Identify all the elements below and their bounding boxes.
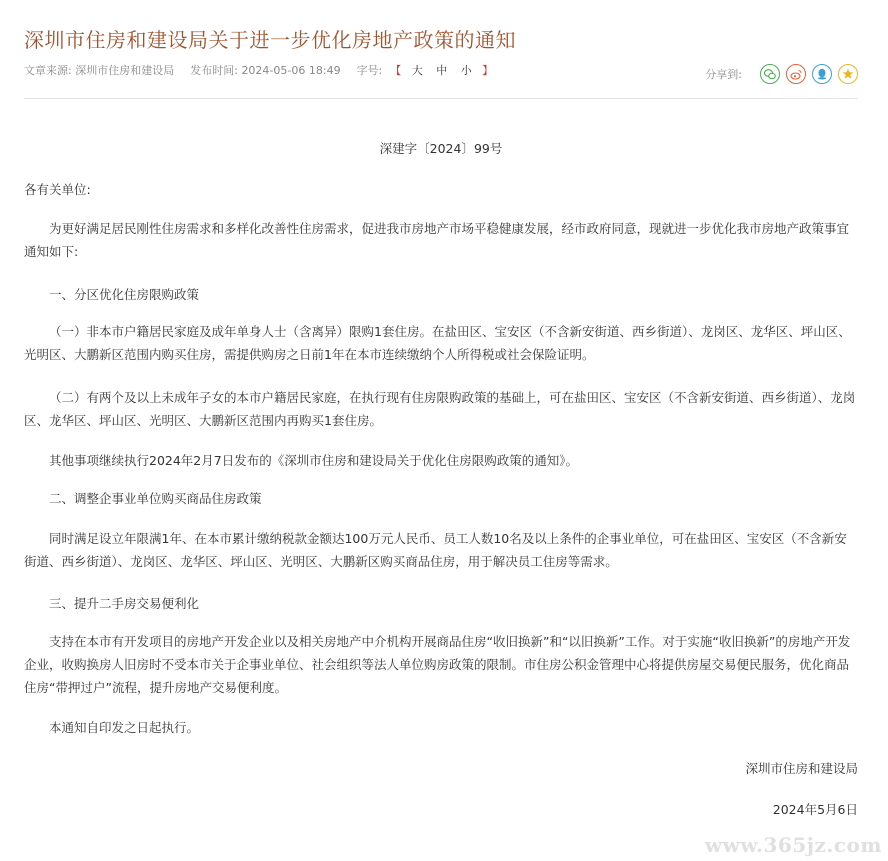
section-3-paragraph-1: 支持在本市有开发项目的房地产开发企业以及相关房地产中介机构开展商品住房“收旧换新”和“以旧换新”工作。对于实施“收旧换新”的房地产开发企业，收购换房人旧房时不受本市关于企事业单位、社会组织等法人单位购房政策的限制。市住房公积金管理中心将提供房屋交易便民服务，优化商品住房“带押过户”流程，提升房地产交易便利度。: [24, 634, 851, 695]
header-divider: [24, 98, 858, 99]
section-3-heading: 三、提升二手房交易便利化: [49, 596, 200, 611]
source-info: [24, 62, 174, 78]
source-value: 深圳市住房和建设局: [75, 64, 175, 77]
doc-salutation: 各有关单位:: [24, 182, 91, 197]
weibo-icon[interactable]: [786, 64, 806, 84]
article-meta: [24, 62, 495, 78]
fontsize-switcher: [388, 62, 495, 78]
fontsize-large-button[interactable]: 大: [411, 64, 423, 77]
qzone-icon[interactable]: [838, 64, 858, 84]
wechat-icon[interactable]: [760, 64, 780, 84]
fontsize-small-button[interactable]: 小: [460, 64, 472, 77]
section-1-heading: 一、分区优化住房限购政策: [49, 287, 200, 302]
share-bar: [705, 64, 858, 84]
bracket-open: 【: [390, 64, 402, 77]
section-1-paragraph-1: （一）非本市户籍居民家庭及成年单身人士（含离异）限购1套住房。在盐田区、宝安区（不含新安街道、西乡街道）、龙岗区、龙华区、坪山区、光明区、大鹏新区范围内购买住房，需提供购房之日前1年在本市连续缴纳个人所得税或社会保险证明。: [24, 324, 851, 362]
site-watermark: www.365jz.com: [704, 833, 882, 857]
publish-time: [190, 62, 340, 78]
page-title: 深圳市住房和建设局关于进一步优化房地产政策的通知: [24, 28, 516, 52]
bracket-close: 】: [482, 64, 494, 77]
source-label: 文章来源:: [24, 64, 72, 77]
fontsize-label: 字号:: [356, 64, 383, 77]
section-2-heading: 二、调整企事业单位购买商品住房政策: [49, 491, 262, 506]
share-label: 分享到:: [705, 68, 742, 81]
fontsize-medium-button[interactable]: 中: [436, 64, 448, 77]
doc-date: 2024年5月6日: [772, 802, 858, 817]
section-2-paragraph-1: 同时满足设立年限满1年、在本市累计缴纳税款金额达100万元人民币、员工人数10名及以上条件的企事业单位，可在盐田区、宝安区（不含新安街道、西乡街道）、龙岗区、龙华区、坪山区、光明区、大鹏新区购买商品住房，用于解决员工住房等需求。: [24, 531, 847, 569]
doc-closing: 本通知自印发之日起执行。: [49, 720, 200, 735]
doc-intro: 为更好满足居民刚性住房需求和多样化改善性住房需求，促进我市房地产市场平稳健康发展，经市政府同意，现就进一步优化我市房地产政策事宜通知如下:: [24, 221, 850, 259]
qq-icon[interactable]: [812, 64, 832, 84]
doc-number: 深建字〔2024〕99号: [379, 141, 503, 156]
time-value: 2024-05-06 18:49: [241, 64, 341, 77]
time-label: 发布时间:: [190, 64, 238, 77]
section-1-paragraph-3: 其他事项继续执行2024年2月7日发布的《深圳市住房和建设局关于优化住房限购政策的通知》。: [49, 453, 578, 468]
doc-issuer: 深圳市住房和建设局: [745, 761, 858, 776]
section-1-paragraph-2: （二）有两个及以上未成年子女的本市户籍居民家庭，在执行现有住房限购政策的基础上，可在盐田区、宝安区（不含新安街道、西乡街道）、龙岗区、龙华区、坪山区、光明区、大鹏新区范围内再购买1套住房。: [24, 390, 856, 428]
